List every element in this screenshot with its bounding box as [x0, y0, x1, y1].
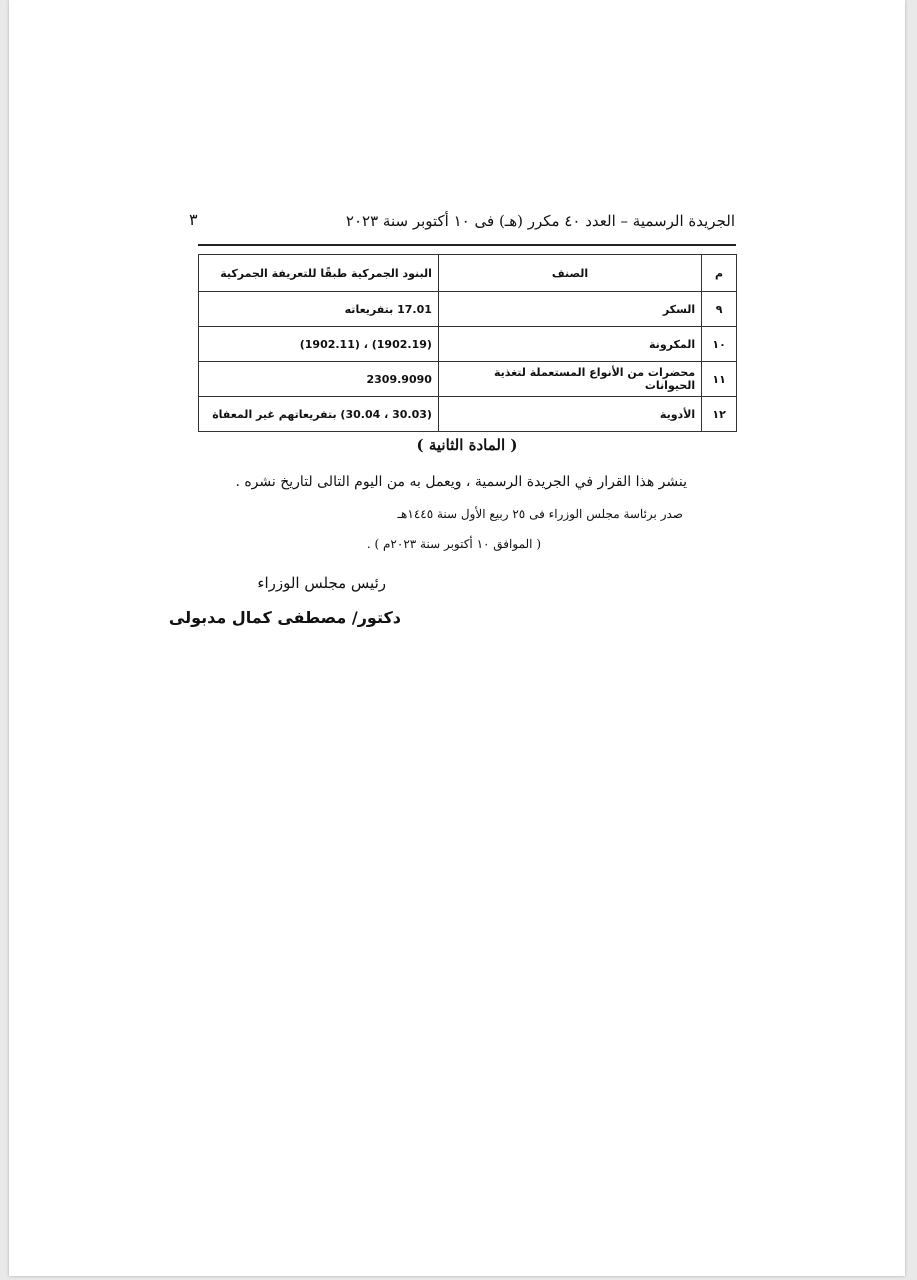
- column-header-number: م: [702, 255, 737, 292]
- column-header-tariff: البنود الجمركية طبقًا للتعريفة الجمركية: [199, 255, 439, 292]
- document-page: [9, 0, 905, 1276]
- row-item: محضرات من الأنواع المستعملة لتغذية الحيوانات: [438, 362, 701, 397]
- row-item: الأدوية: [438, 397, 701, 432]
- customs-items-table: [198, 254, 737, 432]
- column-header-item: الصنف: [438, 255, 701, 292]
- row-item: السكر: [438, 292, 701, 327]
- table-row: [199, 327, 737, 362]
- table-header-row: [199, 255, 737, 292]
- corresponding-date: ( الموافق ١٠ أكتوبر سنة ٢٠٢٣م ) .: [366, 537, 541, 551]
- signer-title: رئيس مجلس الوزراء: [257, 574, 386, 592]
- row-number: ٩: [702, 292, 737, 327]
- row-number: ١١: [702, 362, 737, 397]
- signer-name: دكتور/ مصطفى كمال مدبولى: [168, 608, 401, 627]
- issued-statement: صدر برئاسة مجلس الوزراء فى ٢٥ ربيع الأول سنة ١٤٤٥هـ: [397, 507, 683, 521]
- table-row: [199, 292, 737, 327]
- row-tariff: (1902.19) ، (1902.11): [199, 327, 439, 362]
- row-number: ١٠: [702, 327, 737, 362]
- article-title: ( المادة الثانية ): [416, 436, 518, 454]
- row-number: ١٢: [702, 397, 737, 432]
- gazette-title: الجريدة الرسمية – العدد ٤٠ مكرر (هـ) فى ١٠ أكتوبر سنة ٢٠٢٣: [345, 212, 735, 230]
- row-tariff: 2309.9090: [199, 362, 439, 397]
- table-row: [199, 362, 737, 397]
- row-tariff: (30.03 ، 30.04) بتفريعاتهم غير المعفاة: [199, 397, 439, 432]
- row-tariff: 17.01 بتفريعاته: [199, 292, 439, 327]
- row-item: المكرونة: [438, 327, 701, 362]
- table-row: [199, 397, 737, 432]
- page-number: ٣: [189, 210, 198, 229]
- running-header: [189, 208, 735, 238]
- header-divider: [198, 244, 736, 246]
- article-body: ينشر هذا القرار في الجريدة الرسمية ، ويعمل به من اليوم التالى لتاريخ نشره .: [235, 474, 687, 490]
